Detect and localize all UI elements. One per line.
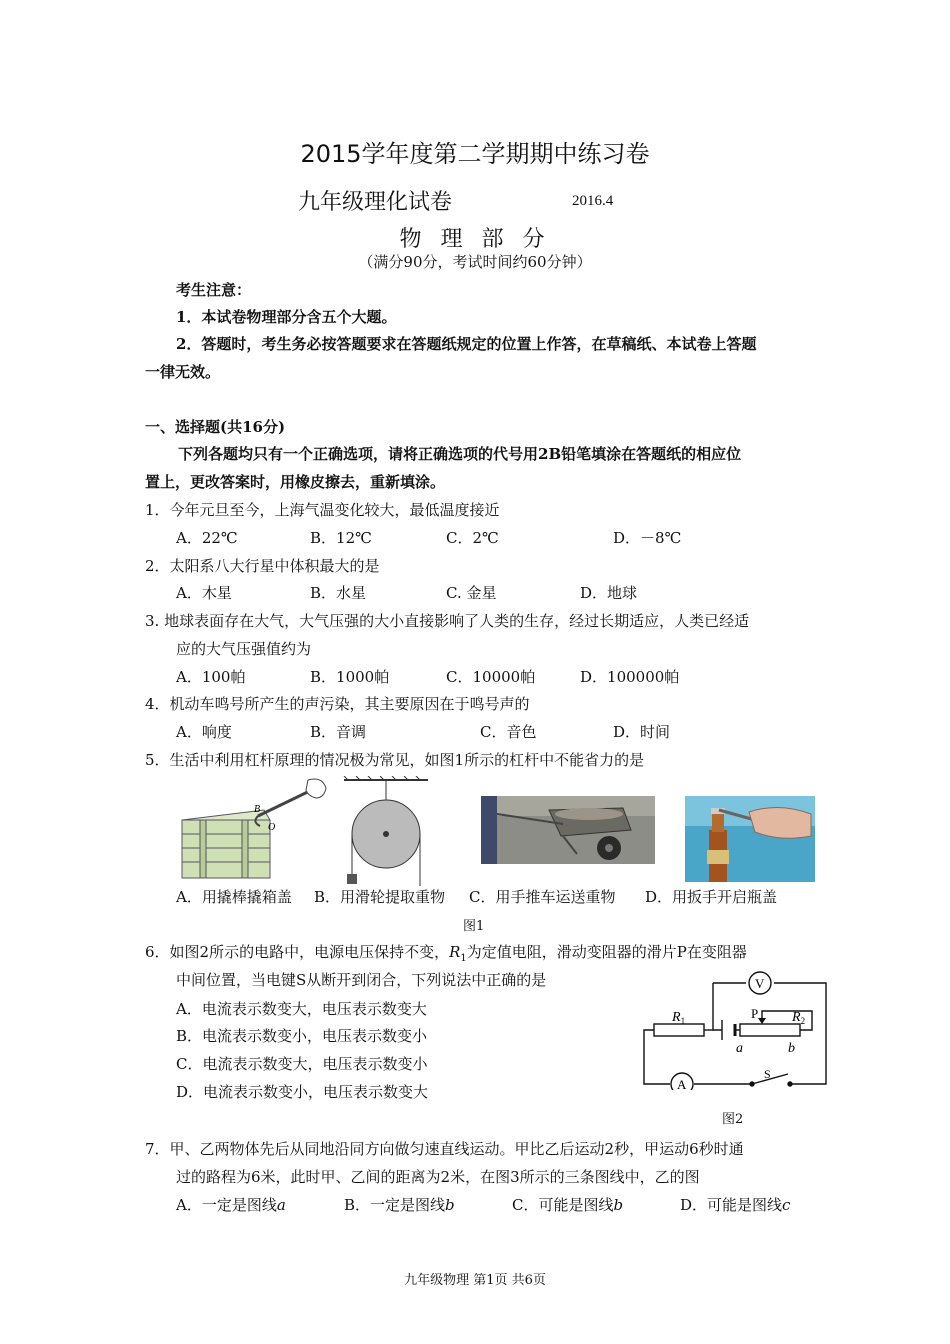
figure-wheelbarrow — [481, 796, 655, 864]
figure-bottle-opener — [685, 796, 815, 882]
terminal-b-label: b — [788, 1041, 795, 1056]
r1-label — [671, 1010, 685, 1026]
q7-option-d — [680, 1194, 790, 1215]
q4-option-c: C．音色 — [480, 723, 537, 741]
exam-subtitle: 九年级理化试卷 — [298, 190, 453, 215]
q6-option-c: C．电流表示数变大，电压表示数变小 — [176, 1055, 428, 1073]
q1-option-b: B．12℃ — [310, 529, 372, 547]
q3-option-b: B．1000帕 — [310, 668, 390, 686]
q4-stem: 4．机动车鸣号所产生的声污染，其主要原因在于鸣号声的 — [145, 695, 530, 713]
figure-pulley — [340, 776, 432, 888]
q5-option-d: D．用扳手开启瓶盖 — [645, 888, 778, 906]
q7-option-c — [512, 1194, 623, 1215]
figure-crowbar — [180, 776, 328, 880]
q6-option-b: B．电流表示数变小，电压表示数变小 — [176, 1027, 428, 1045]
q3-option-d: D．100000帕 — [580, 668, 680, 686]
q2-option-b: B．水星 — [310, 584, 367, 602]
r2-subscript: 2 — [800, 1016, 806, 1026]
notice-item-2: 2．答题时，考生务必按答题要求在答题纸规定的位置上作答，在草稿纸、本试卷上答题 — [176, 335, 757, 353]
q5-option-c: C．用手推车运送重物 — [469, 888, 616, 906]
r1-letter: R — [672, 1010, 681, 1025]
q6-option-d: D．电流表示数变小，电压表示数变大 — [176, 1083, 429, 1101]
q1-stem: 1．今年元旦至今，上海气温变化较大，最低温度接近 — [145, 501, 500, 519]
q7-option-c-text: C．可能是图线 — [512, 1196, 614, 1214]
figure-circuit — [640, 966, 830, 1090]
q7-option-a — [176, 1194, 286, 1215]
label-o: O — [268, 822, 276, 833]
figure-2-caption: 图2 — [722, 1112, 744, 1127]
label-b: B — [254, 804, 261, 815]
q7-option-d-text: D．可能是图线 — [680, 1196, 783, 1214]
q7-option-b-text: B．一定是图线 — [344, 1196, 446, 1214]
q2-option-a: A．木星 — [176, 584, 232, 602]
slider-label: P — [751, 1006, 759, 1021]
page-footer: 九年级物理 第1页 共6页 — [404, 1273, 546, 1288]
q6-stem-pre: 6．如图2所示的电路中，电源电压保持不变， — [145, 943, 450, 961]
q1-option-a: A．22℃ — [176, 529, 238, 547]
ammeter-label: A — [677, 1077, 687, 1090]
exam-title: 2015学年度第二学期期中练习卷 — [300, 140, 650, 168]
q6-stem — [145, 941, 747, 964]
figure-1-caption: 图1 — [463, 919, 485, 934]
q3-option-c: C．10000帕 — [446, 668, 536, 686]
q7-stem-cont: 过的路程为6米，此时甲、乙间的距离为2米，在图3所示的三条图线中，乙的图 — [176, 1168, 700, 1186]
q7-option-c-var: b — [613, 1196, 624, 1214]
voltmeter-label: V — [755, 976, 765, 991]
r1-subscript: 1 — [680, 1016, 686, 1026]
q6-r1: R — [449, 943, 461, 961]
q2-option-d: D．地球 — [580, 584, 638, 602]
notice-item-1: 1．本试卷物理部分含五个大题。 — [176, 308, 397, 326]
q4-option-d: D．时间 — [613, 723, 671, 741]
q7-option-b — [344, 1194, 455, 1215]
r2-letter: R — [792, 1010, 801, 1025]
q6-stem-post: 为定值电阻，滑动变阻器的滑片P在变阻器 — [466, 943, 747, 961]
q4-option-a: A．响度 — [176, 723, 232, 741]
q5-stem: 5．生活中利用杠杆原理的情况极为常见，如图1所示的杠杆中不能省力的是 — [145, 751, 645, 769]
q7-option-b-var: b — [445, 1196, 455, 1214]
notice-heading: 考生注意： — [176, 281, 252, 299]
q4-option-b: B．音调 — [310, 723, 367, 741]
part1-instructions-cont: 置上，更改答案时，用橡皮擦去，重新填涂。 — [145, 473, 446, 491]
exam-date: 2016.4 — [572, 193, 614, 209]
q1-option-c: C．2℃ — [446, 529, 499, 547]
q5-option-b: B．用滑轮提取重物 — [314, 888, 446, 906]
q7-option-d-var: c — [782, 1196, 791, 1214]
q3-stem-cont: 应的大气压强值约为 — [176, 640, 312, 658]
q6-r1-sub: 1 — [460, 953, 467, 964]
q7-option-a-var: a — [276, 1196, 286, 1214]
q2-option-c: C. 金星 — [446, 584, 497, 602]
q3-option-a: A．100帕 — [176, 668, 246, 686]
q6-option-a: A．电流表示数变大，电压表示数变大 — [176, 1000, 427, 1018]
section-note: （满分90分，考试时间约60分钟） — [358, 253, 592, 271]
notice-item-2-cont: 一律无效。 — [145, 363, 221, 381]
q3-stem: 3. 地球表面存在大气，大气压强的大小直接影响了人类的生存，经过长期适应，人类已经适 — [145, 612, 750, 630]
section-title: 物 理 部 分 — [399, 227, 551, 252]
q5-option-a: A．用撬棒撬箱盖 — [176, 888, 292, 906]
r2-label — [791, 1010, 805, 1026]
part1-instructions: 下列各题均只有一个正确选项，请将正确选项的代号用2B铅笔填涂在答题纸的相应位 — [178, 445, 742, 463]
part1-heading: 一、选择题(共16分) — [145, 418, 286, 436]
q1-option-d: D．－8℃ — [613, 529, 682, 547]
q6-stem-cont: 中间位置，当电键S从断开到闭合，下列说法中正确的是 — [176, 971, 547, 989]
terminal-a-label: a — [736, 1041, 743, 1056]
q7-option-a-text: A．一定是图线 — [176, 1196, 277, 1214]
q2-stem: 2．太阳系八大行星中体积最大的是 — [145, 557, 380, 575]
q7-stem: 7．甲、乙两物体先后从同地沿同方向做匀速直线运动。甲比乙后运动2秒，甲运动6秒时通 — [145, 1140, 744, 1158]
switch-label: S — [764, 1067, 771, 1081]
